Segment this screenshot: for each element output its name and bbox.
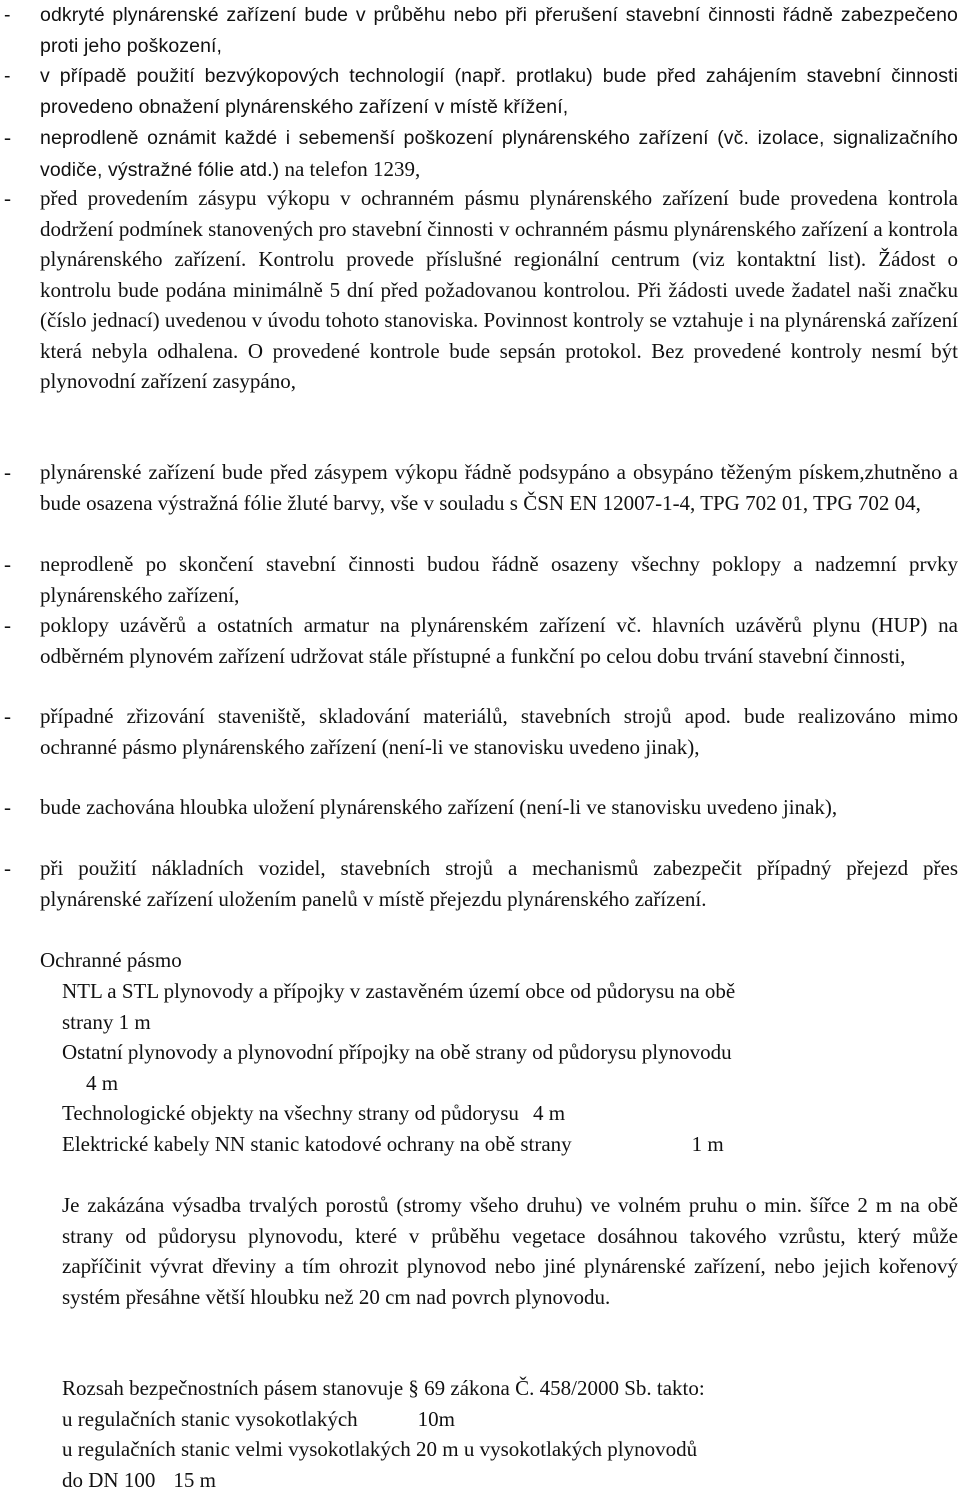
protection-zone-row-text: Ostatní plynovody a plynovodní přípojky na obě strany od půdorysu plynovodu	[62, 1037, 958, 1068]
protection-zone-row-text: NTL a STL plynovody a přípojky v zastavěném území obce od půdorysu na obě	[62, 976, 958, 1007]
list-dash: -	[4, 610, 11, 641]
section-sign: §	[408, 1376, 419, 1400]
list-item-text: v případě použití bezvýkopových technologií (např. protlaku) bude před zahájením stavební činnosti provedeno obnažení plynárenského zařízení v místě křížení,	[40, 65, 958, 118]
list-item	[0, 853, 958, 914]
planting-restriction-paragraph: Je zakázána výsadba trvalých porostů (stromy všeho druhu) ve volném pruhu o min. šířce 2 m na obě strany od půdorysu plynovodu, které v průběhu vegetace dosáhnou takového vzrůstu, který může zapříčinit vývrat dřeviny a tím ohrozit plynovod nebo jiné plynárenské zařízení, nebo jejich kořenový systém přesáhne větší hloubku než 20 cm nad povrch plynovodu.	[62, 1190, 958, 1312]
list-item-text: poklopy uzávěrů a ostatních armatur na plynárenském zařízení vč. hlavních uzávěrů plynu (HUP) na odběrném plynovém zařízení udržovat stále přístupné a funkční po celou dobu trvání stavební činnosti,	[40, 613, 958, 668]
protection-zone-row-value: 1 m	[692, 1132, 724, 1156]
list-item	[0, 701, 958, 762]
list-dash: -	[4, 549, 11, 580]
safety-zone-line	[62, 1404, 958, 1435]
protection-zone-heading: Ochranné pásmo	[40, 945, 182, 976]
list-item-text: neprodleně po skončení stavební činnosti budou řádně osazeny všechny poklopy a nadzemní prvky plynárenského zařízení,	[40, 552, 958, 607]
safety-zones-intro	[62, 1373, 958, 1404]
safety-zone-line: u regulačních stanic velmi vysokotlakých 20 m u vysokotlakých plynovodů	[62, 1434, 958, 1465]
list-item	[0, 61, 958, 122]
protection-zone-row-value: 4 m	[62, 1068, 958, 1099]
protection-zone-row-text: Technologické objekty na všechny strany od půdorysu	[62, 1101, 519, 1125]
list-dash: -	[4, 792, 11, 823]
list-item	[0, 0, 958, 61]
list-item	[0, 457, 958, 518]
list-item	[0, 183, 958, 397]
protection-zone-row	[62, 1098, 958, 1129]
protection-zone-row	[62, 976, 958, 1037]
list-item-text: bude zachována hloubka uložení plynárenského zařízení (není-li ve stanovisku uvedeno jinak),	[40, 795, 837, 819]
protection-zone-row	[62, 1037, 958, 1098]
protection-zone-row	[62, 1129, 958, 1160]
list-item-text: plynárenské zařízení bude před zásypem výkopu řádně podsypáno a obsypáno těženým pískem,zhutněno a bude osazena výstražná fólie žluté barvy, vše v souladu s ČSN EN 12007-1-4, TPG 702 01, TPG 702 04,	[40, 460, 958, 515]
list-item	[0, 122, 958, 185]
protection-zone-row-value: strany 1 m	[62, 1007, 958, 1038]
list-item-text: při použití nákladních vozidel, stavebních strojů a mechanismů zabezpečit případný přejezd přes plynárenské zařízení uložením panelů v místě přejezdu plynárenského zařízení.	[40, 856, 958, 911]
list-item	[0, 610, 958, 671]
safety-zones-intro-after: 69 zákona Č. 458/2000 Sb. takto:	[424, 1376, 705, 1400]
list-item-text: odkryté plynárenské zařízení bude v průběhu nebo při přerušení stavební činnosti řádně zabezpečeno proti jeho poškození,	[40, 4, 958, 57]
list-dash: -	[4, 853, 11, 884]
protection-zone-row-text: Elektrické kabely NN stanic katodové ochrany na obě strany	[62, 1132, 572, 1156]
list-dash: -	[4, 183, 11, 214]
list-item-text: před provedením zásypu výkopu v ochranném pásmu plynárenského zařízení bude provedena kontrola dodržení podmínek stanovených pro stavební činnosti v ochranném pásmu plynárenského zařízení a kontrola plynárenského zařízení. Kontrolu provede příslušné regionální centrum (viz kontaktní list). Žádost o kontrolu bude podána minimálně 5 dní před požadovanou kontrolou. Při žádosti uvede žadatel naši značku (číslo jednací) uvedenou v úvodu tohoto stanoviska. Povinnost kontroly se vztahuje i na plynárenská zařízení která nebyla odhalena. O provedené kontrole bude sepsán protokol. Bez provedené kontroly nesmí být plynovodní zařízení zasypáno,	[40, 186, 958, 393]
list-dash: -	[4, 61, 11, 92]
safety-zone-line	[62, 1465, 958, 1495]
list-item-text: případné zřizování staveniště, skladování materiálů, stavebních strojů apod. bude realizováno mimo ochranné pásmo plynárenského zařízení (není-li ve stanovisku uvedeno jinak),	[40, 704, 958, 759]
protection-zone-row-value: 4 m	[533, 1101, 565, 1125]
list-item-text-tail: na telefon 1239,	[279, 157, 420, 181]
list-item	[0, 549, 958, 610]
list-item	[0, 792, 958, 823]
safety-zone-label: do DN 100	[62, 1468, 155, 1492]
list-dash: -	[4, 0, 11, 31]
list-dash: -	[4, 122, 11, 153]
list-dash: -	[4, 457, 11, 488]
list-dash: -	[4, 701, 11, 732]
list-item-text: neprodleně oznámit každé i sebemenší poškození plynárenského zařízení (vč. izolace, signalizačního vodiče, výstražné fólie atd.)	[40, 127, 958, 181]
safety-zone-label: u regulačních stanic vysokotlakých	[62, 1407, 358, 1431]
safety-zone-value: 10m	[418, 1407, 455, 1431]
safety-zone-value: 15 m	[173, 1468, 216, 1492]
safety-zones-block	[62, 1373, 958, 1495]
safety-zones-intro-before: Rozsah bezpečnostních pásem stanovuje	[62, 1376, 403, 1400]
